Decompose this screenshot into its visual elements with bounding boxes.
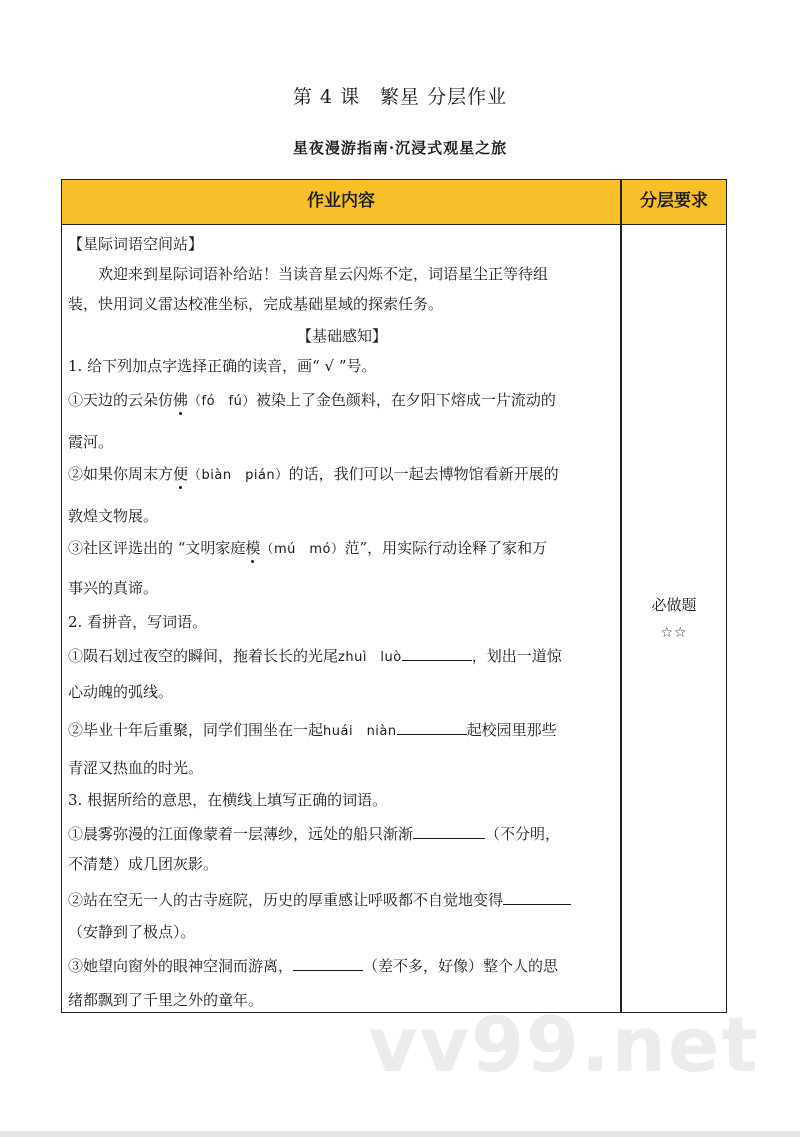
intro-line-1: 欢迎来到星际词语补给站！当读音星云闪烁不定，词语星尘正等待组 xyxy=(98,265,549,283)
q2-b-pre: ②毕业十年后重聚，同学们围坐在一起 xyxy=(68,721,324,739)
requirement-label: 必做题 xyxy=(651,596,697,614)
q1-c-post: 范”，用实际行动诠释了家和万 xyxy=(344,539,548,557)
q1-b-pre: ②如果你周末方 xyxy=(68,465,174,483)
requirement-stars: ☆☆ xyxy=(660,625,688,641)
q1-c-pre: ③社区评选出的 “文明家庭 xyxy=(68,539,246,557)
q1-b-post: 的话，我们可以一起去博物馆看新开展的 xyxy=(288,465,559,483)
q1-a-pinyin: （fó fú） xyxy=(188,394,256,409)
q3-a-pre: ①晨雾弥漫的江面像蒙着一层薄纱，远处的船只渐渐 xyxy=(68,825,414,843)
q2-b-blank[interactable] xyxy=(397,733,467,735)
q3-stem: 3. 根据所给的意思，在横线上填写正确的词语。 xyxy=(68,791,388,809)
q1-c-dotted-char: 模 xyxy=(245,539,261,557)
q2-b-post: 起校园里那些 xyxy=(466,721,557,739)
header-content: 作业内容 xyxy=(307,191,375,211)
q3-b-blank[interactable] xyxy=(503,903,571,905)
basic-section-title: 【基础感知】 xyxy=(296,327,387,345)
q3-item-b xyxy=(68,889,571,910)
section-title: 【星际词语空间站】 xyxy=(68,235,204,253)
q2-b-pinyin: huái niàn xyxy=(323,724,397,739)
q3-b-pre: ②站在空无一人的古寺庭院，历史的厚重感让呼吸都不自觉地变得 xyxy=(68,891,504,909)
header-requirement: 分层要求 xyxy=(640,191,708,211)
q3-item-a xyxy=(68,823,560,844)
q2-stem: 2. 看拼音，写词语。 xyxy=(68,613,208,631)
q2-item-a xyxy=(68,645,562,666)
intro-line-2: 装，快用词义雷达校准坐标，完成基础星域的探索任务。 xyxy=(68,295,444,313)
q2-a-pre: ①陨石划过夜空的瞬间，拖着长长的光尾 xyxy=(68,647,339,665)
q2-a-blank[interactable] xyxy=(402,659,472,661)
q1-a-dotted-char: 佛 xyxy=(173,391,189,409)
q1-b-pinyin: （biàn pián） xyxy=(188,468,289,483)
table-header-row xyxy=(62,180,726,225)
q3-a-blank[interactable] xyxy=(413,837,485,839)
q1-a-line2: 霞河。 xyxy=(68,433,114,451)
q1-stem: 1. 给下列加点字选择正确的读音，画“ √ ”号。 xyxy=(68,357,377,375)
q3-c-line2: 绪都飘到了千里之外的童年。 xyxy=(68,991,264,1009)
q2-b-line2: 青涩又热血的时光。 xyxy=(68,759,204,777)
watermark: vv99.net xyxy=(368,1000,760,1089)
q2-item-b xyxy=(68,719,557,740)
q2-a-post: ，划出一道惊 xyxy=(471,647,562,665)
q3-item-c xyxy=(68,955,558,976)
q1-b-dotted-char: 便 xyxy=(173,465,189,483)
q1-a-pre: ①天边的云朵仿 xyxy=(68,391,174,409)
q2-a-pinyin: zhuì luò xyxy=(338,650,402,665)
q3-c-post: （差不多，好像）整个人的思 xyxy=(363,957,559,975)
q1-a-post: 被染上了金色颜料，在夕阳下熔成一片流动的 xyxy=(255,391,556,409)
q3-a-line2: 不清楚）成几团灰影。 xyxy=(68,855,219,873)
q3-c-pre: ③她望向窗外的眼神空洞而游离， xyxy=(68,957,294,975)
q1-item-b xyxy=(68,463,559,484)
homework-table xyxy=(61,179,727,1013)
q3-c-blank[interactable] xyxy=(293,969,363,971)
q1-c-pinyin: （mú mó） xyxy=(260,542,345,557)
q1-item-a xyxy=(68,389,556,410)
q3-a-post: （不分明， xyxy=(485,825,561,843)
q1-b-line2: 敦煌文物展。 xyxy=(68,507,159,525)
q1-c-line2: 事兴的真谛。 xyxy=(68,579,159,597)
page-title: 第 4 课 繁星 分层作业 xyxy=(292,86,508,108)
q2-a-line2: 心动魄的弧线。 xyxy=(68,683,174,701)
q3-b-line2: （安静到了极点）。 xyxy=(68,923,196,941)
q1-item-c xyxy=(68,537,547,558)
page-subtitle: 星夜漫游指南·沉浸式观星之旅 xyxy=(292,139,508,157)
